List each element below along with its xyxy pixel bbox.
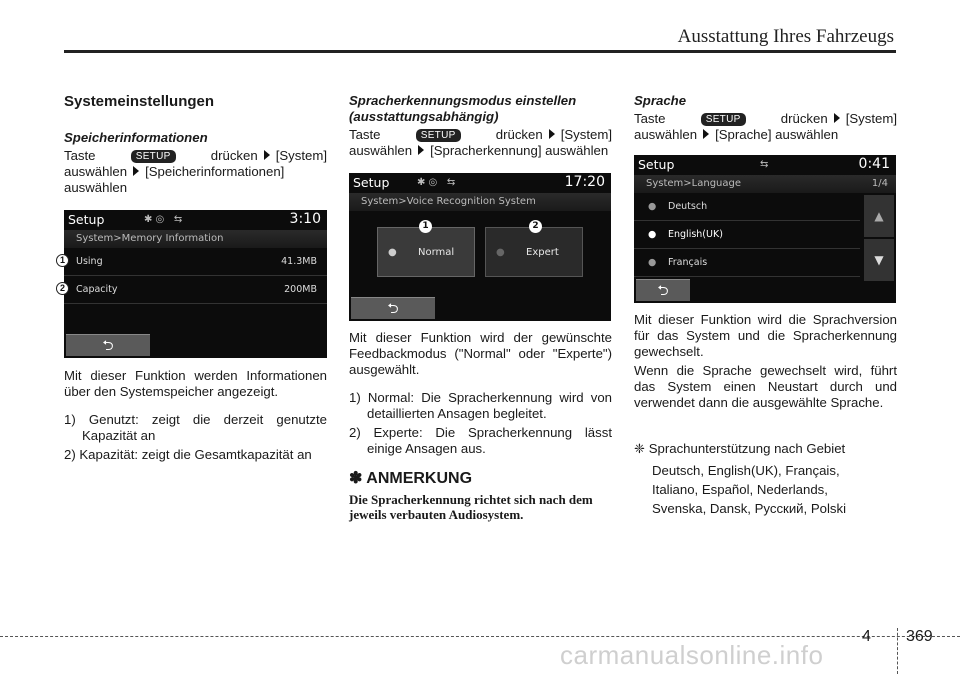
- callout-1: 1: [56, 254, 69, 267]
- language-item-selected[interactable]: [634, 221, 860, 249]
- option-normal-button[interactable]: [377, 227, 475, 277]
- arrow-right-icon: [418, 145, 424, 155]
- description: Mit dieser Funktion wird der gewünschte Feedbackmodus ("Normal" oder "Experte") ausgewählt.: [349, 330, 612, 377]
- setup-key-icon: SETUP: [416, 129, 461, 142]
- function-list: [64, 412, 327, 463]
- memory-row-capacity: [64, 276, 327, 304]
- bluetooth-icon: ✱ ◎ ⇆: [144, 214, 183, 225]
- description-restart: Wenn die Sprache gewechselt wird, führt das System einen Neustart durch und verwendet dann die ausgewählte Sprache.: [634, 363, 897, 410]
- instr-word: [System] auswählen: [634, 111, 897, 142]
- screen-title: Setup: [68, 212, 105, 227]
- scroll-down-button[interactable]: ▼: [864, 239, 894, 281]
- language-label: Français: [668, 257, 708, 268]
- list-item: 2) Experte: Die Spracherkennung lässt einige Ansagen aus.: [349, 425, 612, 456]
- support-line: Deutsch, English(UK), Français,: [652, 463, 840, 478]
- option-expert-button[interactable]: [485, 227, 583, 277]
- voice-recognition-screen: [349, 173, 611, 321]
- back-button[interactable]: ⮌: [351, 297, 435, 319]
- row-value: 200MB: [284, 284, 317, 295]
- note-star-icon: ✽: [349, 470, 363, 487]
- instr-word: Taste: [64, 148, 96, 163]
- subsection-title: Spracherkennungsmodus einstellen: [349, 93, 577, 108]
- note-body: Die Spracherkennung richtet sich nach dem jeweils verbauten Audiosystem.: [349, 492, 593, 522]
- screen-path: System>Voice Recognition System: [349, 193, 611, 211]
- instruction-text: [634, 111, 897, 143]
- subsection-title: Sprache: [634, 93, 687, 108]
- page-number: 369: [906, 628, 933, 645]
- arrow-right-icon: [549, 129, 555, 139]
- page-separator: [897, 628, 898, 674]
- note-heading: [349, 471, 612, 487]
- radio-selected-icon: ●: [388, 247, 397, 258]
- watermark: carmanualsonline.info: [560, 640, 824, 670]
- row-label: Capacity: [76, 284, 118, 295]
- section-title: Systemeinstellungen: [64, 93, 215, 110]
- column-language: [634, 92, 897, 518]
- language-label: English(UK): [668, 229, 723, 240]
- note-title: ANMERKUNG: [366, 470, 473, 487]
- footer-rule: [0, 636, 960, 637]
- screen-clock: 3:10: [289, 211, 321, 227]
- language-label: Deutsch: [668, 201, 708, 212]
- header-rule: [64, 50, 896, 53]
- instr-word: drücken: [780, 111, 828, 126]
- instr-word: drücken: [210, 148, 258, 163]
- callout-2: 2: [529, 220, 542, 233]
- column-memory-info: [59, 92, 327, 463]
- description: Mit dieser Funktion werden Informationen über den Systemspeicher angezeigt.: [64, 368, 327, 399]
- callout-2: 2: [56, 282, 69, 295]
- arrow-right-icon: [264, 150, 270, 160]
- screen-path: [634, 175, 896, 193]
- list-item: 1) Normal: Die Spracherkennung wird von detaillierten Ansagen begleitet.: [349, 390, 612, 421]
- instr-word: Taste: [634, 111, 666, 126]
- screen-title: Setup: [638, 157, 675, 172]
- screen-path: System>Memory Information: [64, 230, 327, 248]
- instr-word: [System] auswählen: [349, 127, 612, 158]
- instr-word: [System] auswählen: [64, 148, 327, 179]
- running-header-title: Ausstattung Ihres Fahrzeugs: [677, 26, 894, 47]
- screen-title: Setup: [353, 175, 390, 190]
- page-indicator: 1/4: [871, 178, 888, 189]
- instr-word: [Spracherkennung] auswählen: [430, 143, 609, 158]
- language-support-title: ❈ Sprachunterstützung nach Gebiet: [634, 441, 846, 456]
- row-value: 41.3MB: [281, 256, 317, 267]
- chapter-number: 4: [862, 628, 871, 645]
- instruction-text: [64, 148, 327, 196]
- subsection-title-qualifier: (ausstattungsabhängig): [349, 109, 499, 124]
- usb-icon: ⇆: [760, 159, 769, 170]
- scroll-up-button[interactable]: ▲: [864, 195, 894, 237]
- memory-row-using: [64, 248, 327, 276]
- support-line: Svenska, Dansk, Русский, Polski: [652, 501, 847, 516]
- back-button[interactable]: ⮌: [66, 334, 150, 356]
- path-text: System>Language: [646, 178, 742, 189]
- list-item: 2) Kapazität: zeigt die Gesamtkapazität an: [64, 447, 312, 462]
- back-button[interactable]: ⮌: [636, 279, 690, 301]
- language-support-list: [634, 461, 897, 518]
- bluetooth-icon: ✱ ◎ ⇆: [417, 177, 456, 188]
- language-item[interactable]: [634, 249, 860, 277]
- screen-clock: 17:20: [564, 174, 605, 190]
- screen-clock: 0:41: [858, 156, 890, 172]
- radio-unselected-icon: ●: [648, 257, 657, 268]
- list-item: 1) Genutzt: zeigt die derzeit genutzte Kapazität an: [64, 412, 327, 443]
- memory-info-screen: [64, 210, 327, 358]
- radio-selected-icon: ●: [648, 229, 657, 240]
- option-label: Expert: [526, 247, 559, 258]
- setup-key-icon: SETUP: [131, 150, 176, 163]
- callout-1: 1: [419, 220, 432, 233]
- arrow-right-icon: [834, 113, 840, 123]
- radio-unselected-icon: ●: [648, 201, 657, 212]
- language-screen: [634, 155, 896, 303]
- instr-word: drücken: [495, 127, 543, 142]
- instr-word: [Speicherinformationen] auswählen: [64, 164, 285, 195]
- arrow-right-icon: [133, 166, 139, 176]
- support-line: Italiano, Español, Nederlands,: [652, 482, 828, 497]
- column-voice-recognition: [349, 92, 612, 522]
- row-label: Using: [76, 256, 103, 267]
- instr-word: [Sprache] auswählen: [715, 127, 839, 142]
- subsection-title: Speicherinformationen: [64, 130, 208, 145]
- language-item[interactable]: [634, 193, 860, 221]
- instruction-text: [349, 127, 612, 159]
- instr-word: Taste: [349, 127, 381, 142]
- description: Mit dieser Funktion wird die Sprachversion für das System und die Spracherkennung gewechselt.: [634, 312, 897, 359]
- function-list: [349, 390, 612, 457]
- option-label: Normal: [418, 247, 455, 258]
- radio-unselected-icon: ●: [496, 247, 505, 258]
- arrow-right-icon: [703, 129, 709, 139]
- setup-key-icon: SETUP: [701, 113, 746, 126]
